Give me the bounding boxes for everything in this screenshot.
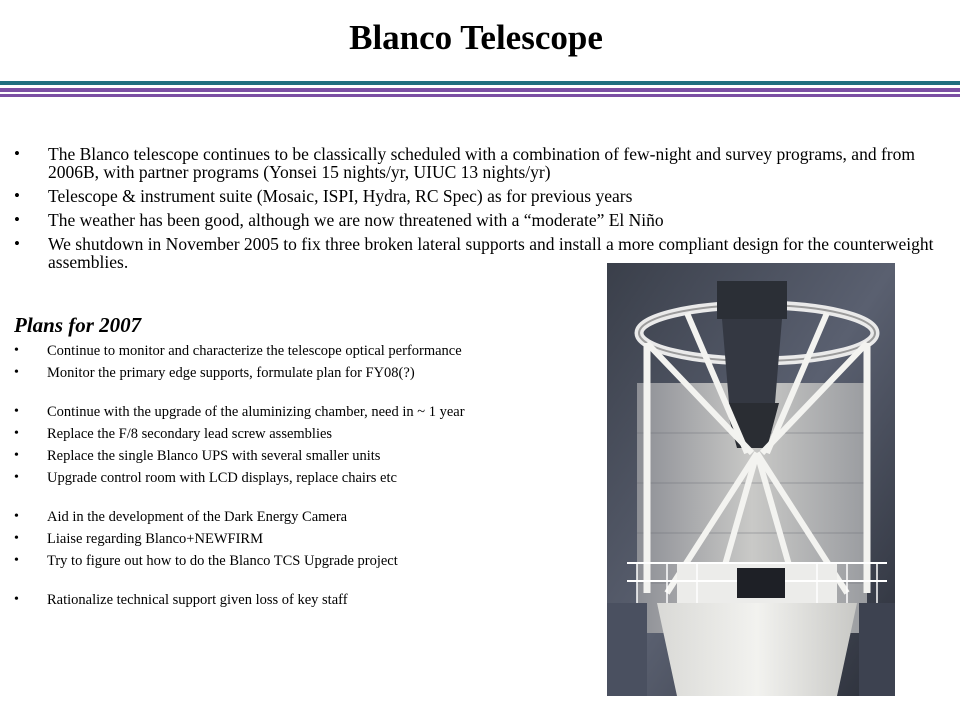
bullet-item: • The Blanco telescope continues to be classically scheduled with a combination of few-night and survey programs, and from 2006B, with partner programs (Yonsei 15 nights/yr, UIUC 13 nights/yr) xyxy=(14,144,915,182)
bullet-dot: • xyxy=(14,426,19,441)
plan-item: • Upgrade control room with LCD displays, replace chairs etc xyxy=(14,470,397,486)
blanco-telescope-photo xyxy=(607,263,895,696)
bullet-dot: • xyxy=(14,531,19,546)
bullet-item: • The weather has been good, although we are now threatened with a “moderate” El Niño xyxy=(14,210,664,230)
plans-heading: Plans for 2007 xyxy=(14,313,142,337)
bullet-dot: • xyxy=(14,592,19,607)
plan-item: • Replace the single Blanco UPS with several smaller units xyxy=(14,448,381,464)
bullet-item: • Telescope & instrument suite (Mosaic, ISPI, Hydra, RC Spec) as for previous years xyxy=(14,186,633,206)
bullet-dot: • xyxy=(14,365,19,380)
bullet-dot: • xyxy=(14,144,20,163)
bullet-dot: • xyxy=(14,448,19,463)
plan-item: • Aid in the development of the Dark Energy Camera xyxy=(14,509,348,525)
header-rule-teal xyxy=(0,81,960,85)
bullet-dot: • xyxy=(14,186,20,205)
plan-item: • Liaise regarding Blanco+NEWFIRM xyxy=(14,531,263,547)
plan-item: • Continue with the upgrade of the aluminizing chamber, need in ~ 1 year xyxy=(14,404,465,420)
plan-item: • Try to figure out how to do the Blanco TCS Upgrade project xyxy=(14,553,398,569)
plans-bullet-list xyxy=(14,342,594,613)
bullet-dot: • xyxy=(14,210,20,229)
bullet-dot: • xyxy=(14,343,19,358)
bullet-dot: • xyxy=(14,553,19,568)
plan-item: • Continue to monitor and characterize the telescope optical performance xyxy=(14,343,462,359)
status-bullet-list xyxy=(14,145,944,277)
plan-item: • Monitor the primary edge supports, formulate plan for FY08(?) xyxy=(14,365,415,381)
bullet-dot: • xyxy=(14,470,19,485)
header-rule-purple-thin xyxy=(0,94,960,97)
bullet-dot: • xyxy=(14,404,19,419)
header-rule-purple xyxy=(0,88,960,92)
slide-title: Blanco Telescope xyxy=(349,18,603,57)
bullet-dot: • xyxy=(14,234,20,253)
bullet-dot: • xyxy=(14,509,19,524)
plan-item: • Replace the F/8 secondary lead screw assemblies xyxy=(14,426,333,442)
plan-item: • Rationalize technical support given loss of key staff xyxy=(14,592,348,608)
bullet-item: • We shutdown in November 2005 to fix three broken lateral supports and install a more compliant design for the counterweight assemblies. xyxy=(14,234,934,272)
